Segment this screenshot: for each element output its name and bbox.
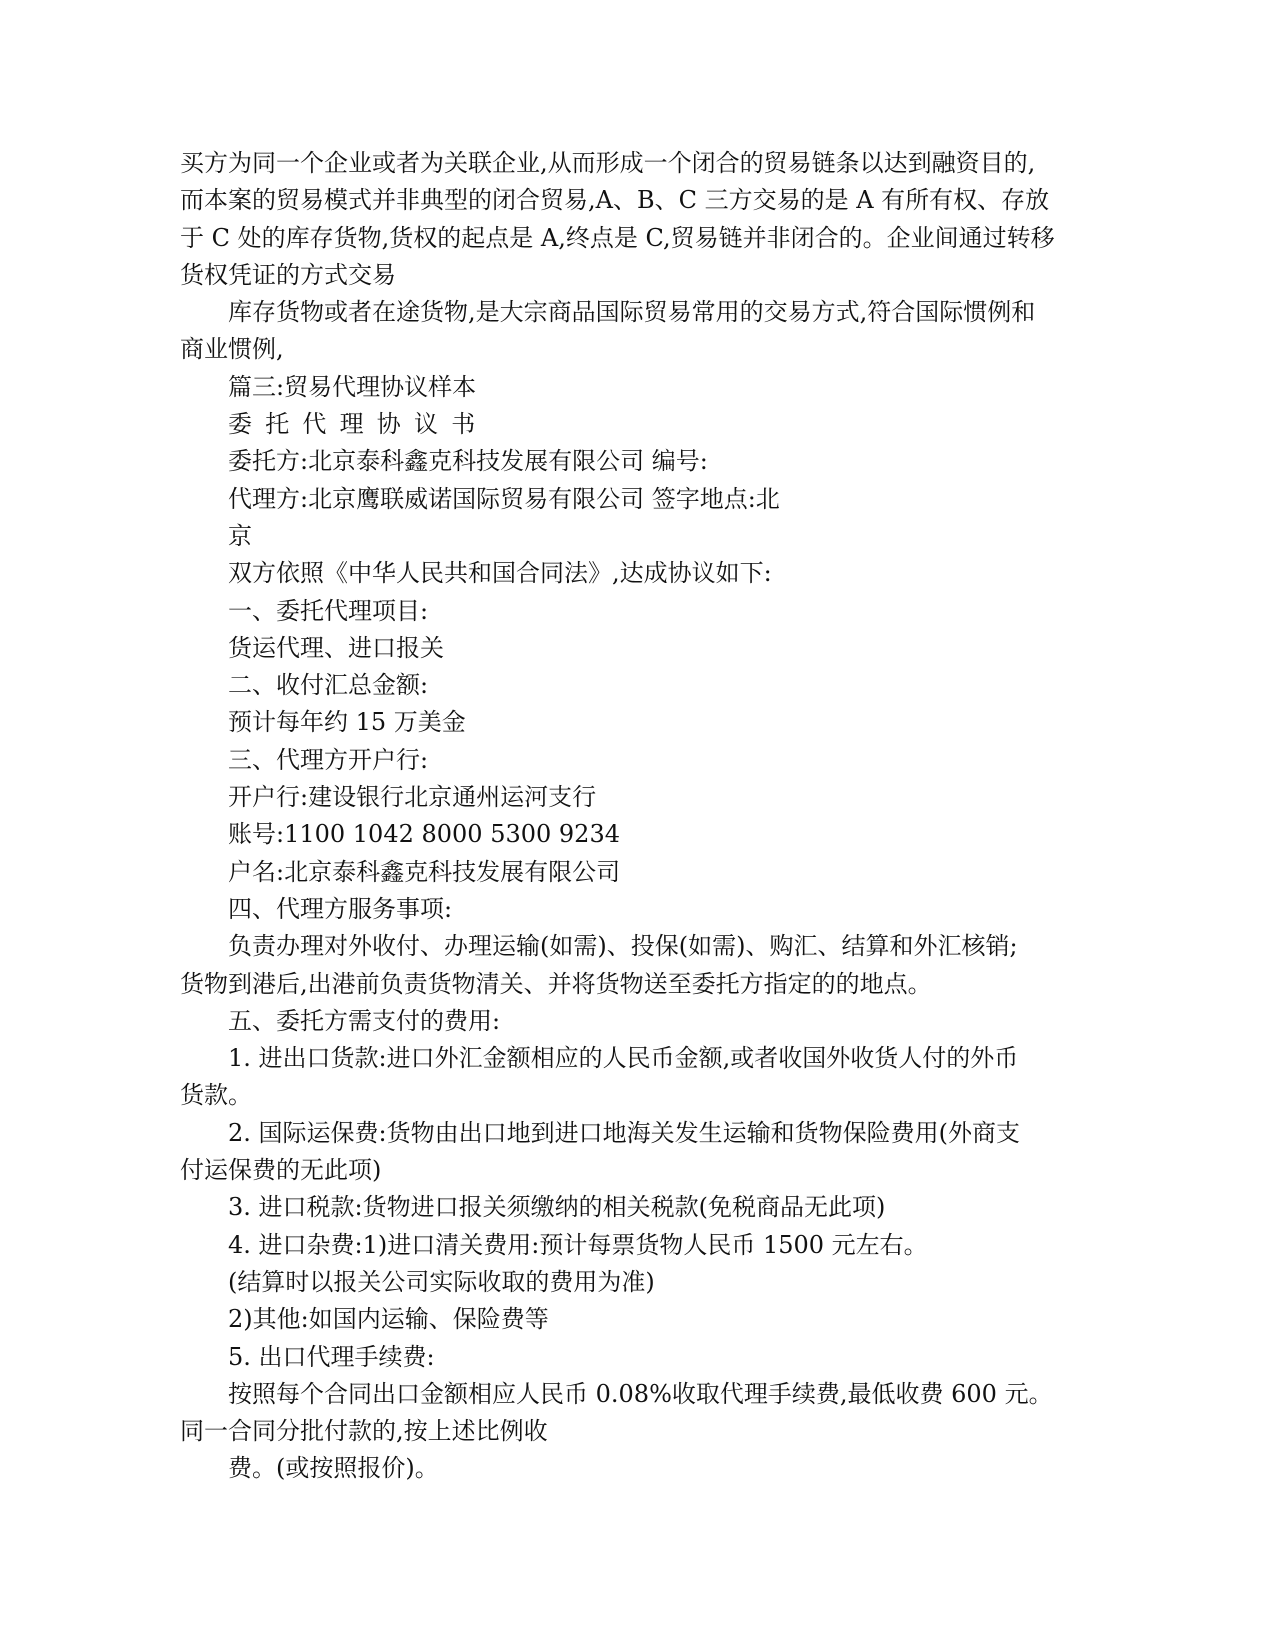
text-line: 负责办理对外收付、办理运输(如需)、投保(如需)、购汇、结算和外汇核销; — [228, 932, 1018, 961]
text-line: 委托代理协议书 — [228, 410, 489, 439]
text-line: 代理方:北京鹰联威诺国际贸易有限公司 签字地点:北 — [228, 484, 780, 513]
text-line: 双方依照《中华人民共和国合同法》,达成协议如下: — [228, 559, 772, 588]
text-line: 4. 进口杂费:1)进口清关费用:预计每票货物人民币 1500 元左右。 — [228, 1230, 928, 1259]
text-line: 五、委托方需支付的费用: — [228, 1006, 501, 1035]
text-line: 5. 出口代理手续费: — [228, 1342, 435, 1371]
text-line: 按照每个合同出口金额相应人民币 0.08%收取代理手续费,最低收费 600 元。 — [228, 1379, 1053, 1408]
text-line: 京 — [228, 521, 252, 550]
text-line: 货运代理、进口报关 — [228, 633, 444, 662]
text-line: 而本案的贸易模式并非典型的闭合贸易,A、B、C 三方交易的是 A 有所有权、存放 — [180, 186, 1050, 215]
text-line: 付运保费的无此项) — [180, 1156, 382, 1185]
text-line: 开户行:建设银行北京通州运河支行 — [228, 783, 597, 812]
text-line: 同一合同分批付款的,按上述比例收 — [180, 1417, 548, 1446]
text-line: 货款。 — [180, 1081, 252, 1110]
text-line: 户名:北京泰科鑫克科技发展有限公司 — [228, 857, 621, 886]
text-line: 委托方:北京泰科鑫克科技发展有限公司 编号: — [228, 447, 708, 476]
text-line: 四、代理方服务事项: — [228, 894, 453, 923]
text-line: 商业惯例, — [180, 335, 284, 364]
text-line: 于 C 处的库存货物,货权的起点是 A,终点是 C,贸易链并非闭合的。企业间通过转移 — [180, 223, 1055, 252]
text-line: 费。(或按照报价)。 — [228, 1454, 439, 1483]
text-line: 三、代理方开户行: — [228, 745, 429, 774]
text-line: 二、收付汇总金额: — [228, 671, 429, 700]
text-line: 货物到港后,出港前负责货物清关、并将货物送至委托方指定的的地点。 — [180, 969, 932, 998]
text-line: 账号:1100 1042 8000 5300 9234 — [228, 820, 620, 849]
text-line: 货权凭证的方式交易 — [180, 260, 396, 289]
text-line: 篇三:贸易代理协议样本 — [228, 372, 477, 401]
text-line: 2. 国际运保费:货物由出口地到进口地海关发生运输和货物保险费用(外商支 — [228, 1118, 1020, 1147]
text-line: 2)其他:如国内运输、保险费等 — [228, 1305, 549, 1334]
text-line: 买方为同一个企业或者为关联企业,从而形成一个闭合的贸易链条以达到融资目的, — [180, 149, 1036, 177]
text-line: 预计每年约 15 万美金 — [228, 708, 466, 737]
document-page — [180, 145, 1055, 1488]
text-line: 一、委托代理项目: — [228, 596, 429, 625]
text-line: 库存货物或者在途货物,是大宗商品国际贸易常用的交易方式,符合国际惯例和 — [228, 298, 1036, 327]
text-line: 3. 进口税款:货物进口报关须缴纳的相关税款(免税商品无此项) — [228, 1193, 886, 1222]
text-line: (结算时以报关公司实际收取的费用为准) — [228, 1267, 655, 1296]
text-line: 1. 进出口货款:进口外汇金额相应的人民币金额,或者收国外收货人付的外币 — [228, 1044, 1019, 1073]
